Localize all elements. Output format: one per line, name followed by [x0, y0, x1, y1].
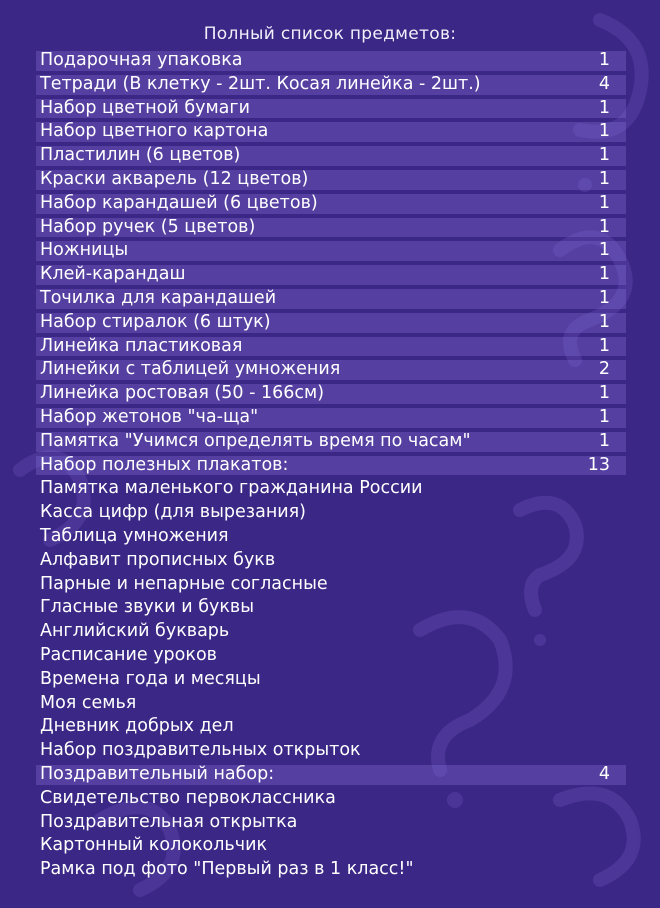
item-label: Набор поздравительных открыток — [40, 740, 361, 761]
item-quantity: 1 — [598, 311, 610, 332]
item-label: Поздравительный набор: — [40, 763, 275, 784]
list-item — [36, 192, 626, 216]
item-label: Линейки с таблицей умножения — [40, 359, 341, 380]
item-label: Ножницы — [40, 240, 129, 261]
list-item — [36, 263, 626, 287]
list-item — [36, 501, 626, 525]
item-label: Касса цифр (для вырезания) — [40, 502, 307, 523]
item-quantity: 1 — [598, 168, 610, 189]
list-item — [36, 382, 626, 406]
list-item — [36, 168, 626, 192]
item-label: Памятка маленького гражданина России — [40, 478, 423, 499]
item-label: Рамка под фото "Первый раз в 1 класс!" — [40, 859, 414, 880]
list-item — [36, 239, 626, 263]
list-item — [36, 216, 626, 240]
item-label: Набор жетонов "ча-ща" — [40, 406, 259, 427]
item-label: Подарочная упаковка — [40, 50, 243, 70]
item-quantity: 1 — [598, 145, 610, 166]
item-label: Набор ручек (5 цветов) — [40, 216, 256, 237]
list-item — [36, 668, 626, 692]
item-quantity: 1 — [598, 383, 610, 404]
list-item — [36, 787, 626, 811]
item-quantity: 2 — [598, 359, 610, 380]
list-item — [36, 358, 626, 382]
item-label: Гласные звуки и буквы — [40, 597, 255, 618]
item-label: Тетради (В клетку - 2шт. Косая линейка - 2шт.) — [40, 73, 481, 94]
item-label: Набор цветной бумаги — [40, 97, 250, 118]
item-quantity: 1 — [598, 50, 610, 70]
item-quantity: 1 — [598, 192, 610, 213]
list-item — [36, 739, 626, 763]
item-label: Краски акварель (12 цветов) — [40, 168, 309, 189]
item-quantity: 1 — [598, 121, 610, 142]
item-quantity: 1 — [598, 406, 610, 427]
items-list — [36, 49, 626, 882]
list-item — [36, 311, 626, 335]
list-item — [36, 525, 626, 549]
item-quantity: 1 — [598, 240, 610, 261]
list-item — [36, 715, 626, 739]
item-label: Картонный колокольчик — [40, 835, 268, 856]
item-label: Набор стиралок (6 штук) — [40, 311, 271, 332]
list-item — [36, 620, 626, 644]
list-item — [36, 335, 626, 359]
list-item — [36, 596, 626, 620]
item-label: Парные и непарные согласные — [40, 573, 328, 594]
list-item — [36, 73, 626, 97]
item-quantity: 1 — [598, 287, 610, 308]
item-label: Времена года и месяцы — [40, 668, 261, 689]
item-label: Таблица умножения — [40, 525, 229, 546]
item-label: Линейка ростовая (50 - 166см) — [40, 383, 325, 404]
item-label: Линейка пластиковая — [40, 335, 243, 356]
item-label: Точилка для карандашей — [40, 287, 277, 308]
list-item — [36, 406, 626, 430]
list-item — [36, 97, 626, 121]
item-label: Памятка "Учимся определять время по часам" — [40, 430, 471, 451]
item-label: Набор цветного картона — [40, 121, 269, 142]
item-quantity: 1 — [598, 97, 610, 118]
list-item — [36, 644, 626, 668]
item-quantity: 1 — [598, 335, 610, 356]
item-label: Английский букварь — [40, 621, 230, 642]
list-item — [36, 692, 626, 716]
item-label: Набор полезных плакатов: — [40, 454, 289, 475]
list-item — [36, 430, 626, 454]
list-title: Полный список предметов: — [203, 24, 457, 44]
list-item — [36, 858, 626, 882]
item-label: Клей-карандаш — [40, 264, 186, 285]
list-item — [36, 120, 626, 144]
item-quantity: 1 — [598, 264, 610, 285]
item-label: Моя семья — [40, 692, 137, 713]
item-label: Поздравительная открытка — [40, 811, 298, 832]
list-item — [36, 763, 626, 787]
list-item — [36, 49, 626, 73]
item-quantity: 1 — [598, 216, 610, 237]
list-item — [36, 834, 626, 858]
list-item — [36, 573, 626, 597]
list-item — [36, 477, 626, 501]
item-quantity: 4 — [598, 763, 610, 784]
list-item — [36, 549, 626, 573]
list-item — [36, 811, 626, 835]
list-item — [36, 454, 626, 478]
item-label: Набор карандашей (6 цветов) — [40, 192, 318, 213]
item-label: Пластилин (6 цветов) — [40, 145, 241, 166]
item-label: Расписание уроков — [40, 644, 217, 665]
item-label: Дневник добрых дел — [40, 716, 234, 737]
item-quantity: 1 — [598, 430, 610, 451]
list-item — [36, 287, 626, 311]
item-label: Свидетельство первоклассника — [40, 787, 336, 808]
item-quantity: 13 — [587, 454, 610, 475]
item-quantity: 4 — [598, 73, 610, 94]
item-label: Алфавит прописных букв — [40, 549, 276, 570]
list-item — [36, 144, 626, 168]
